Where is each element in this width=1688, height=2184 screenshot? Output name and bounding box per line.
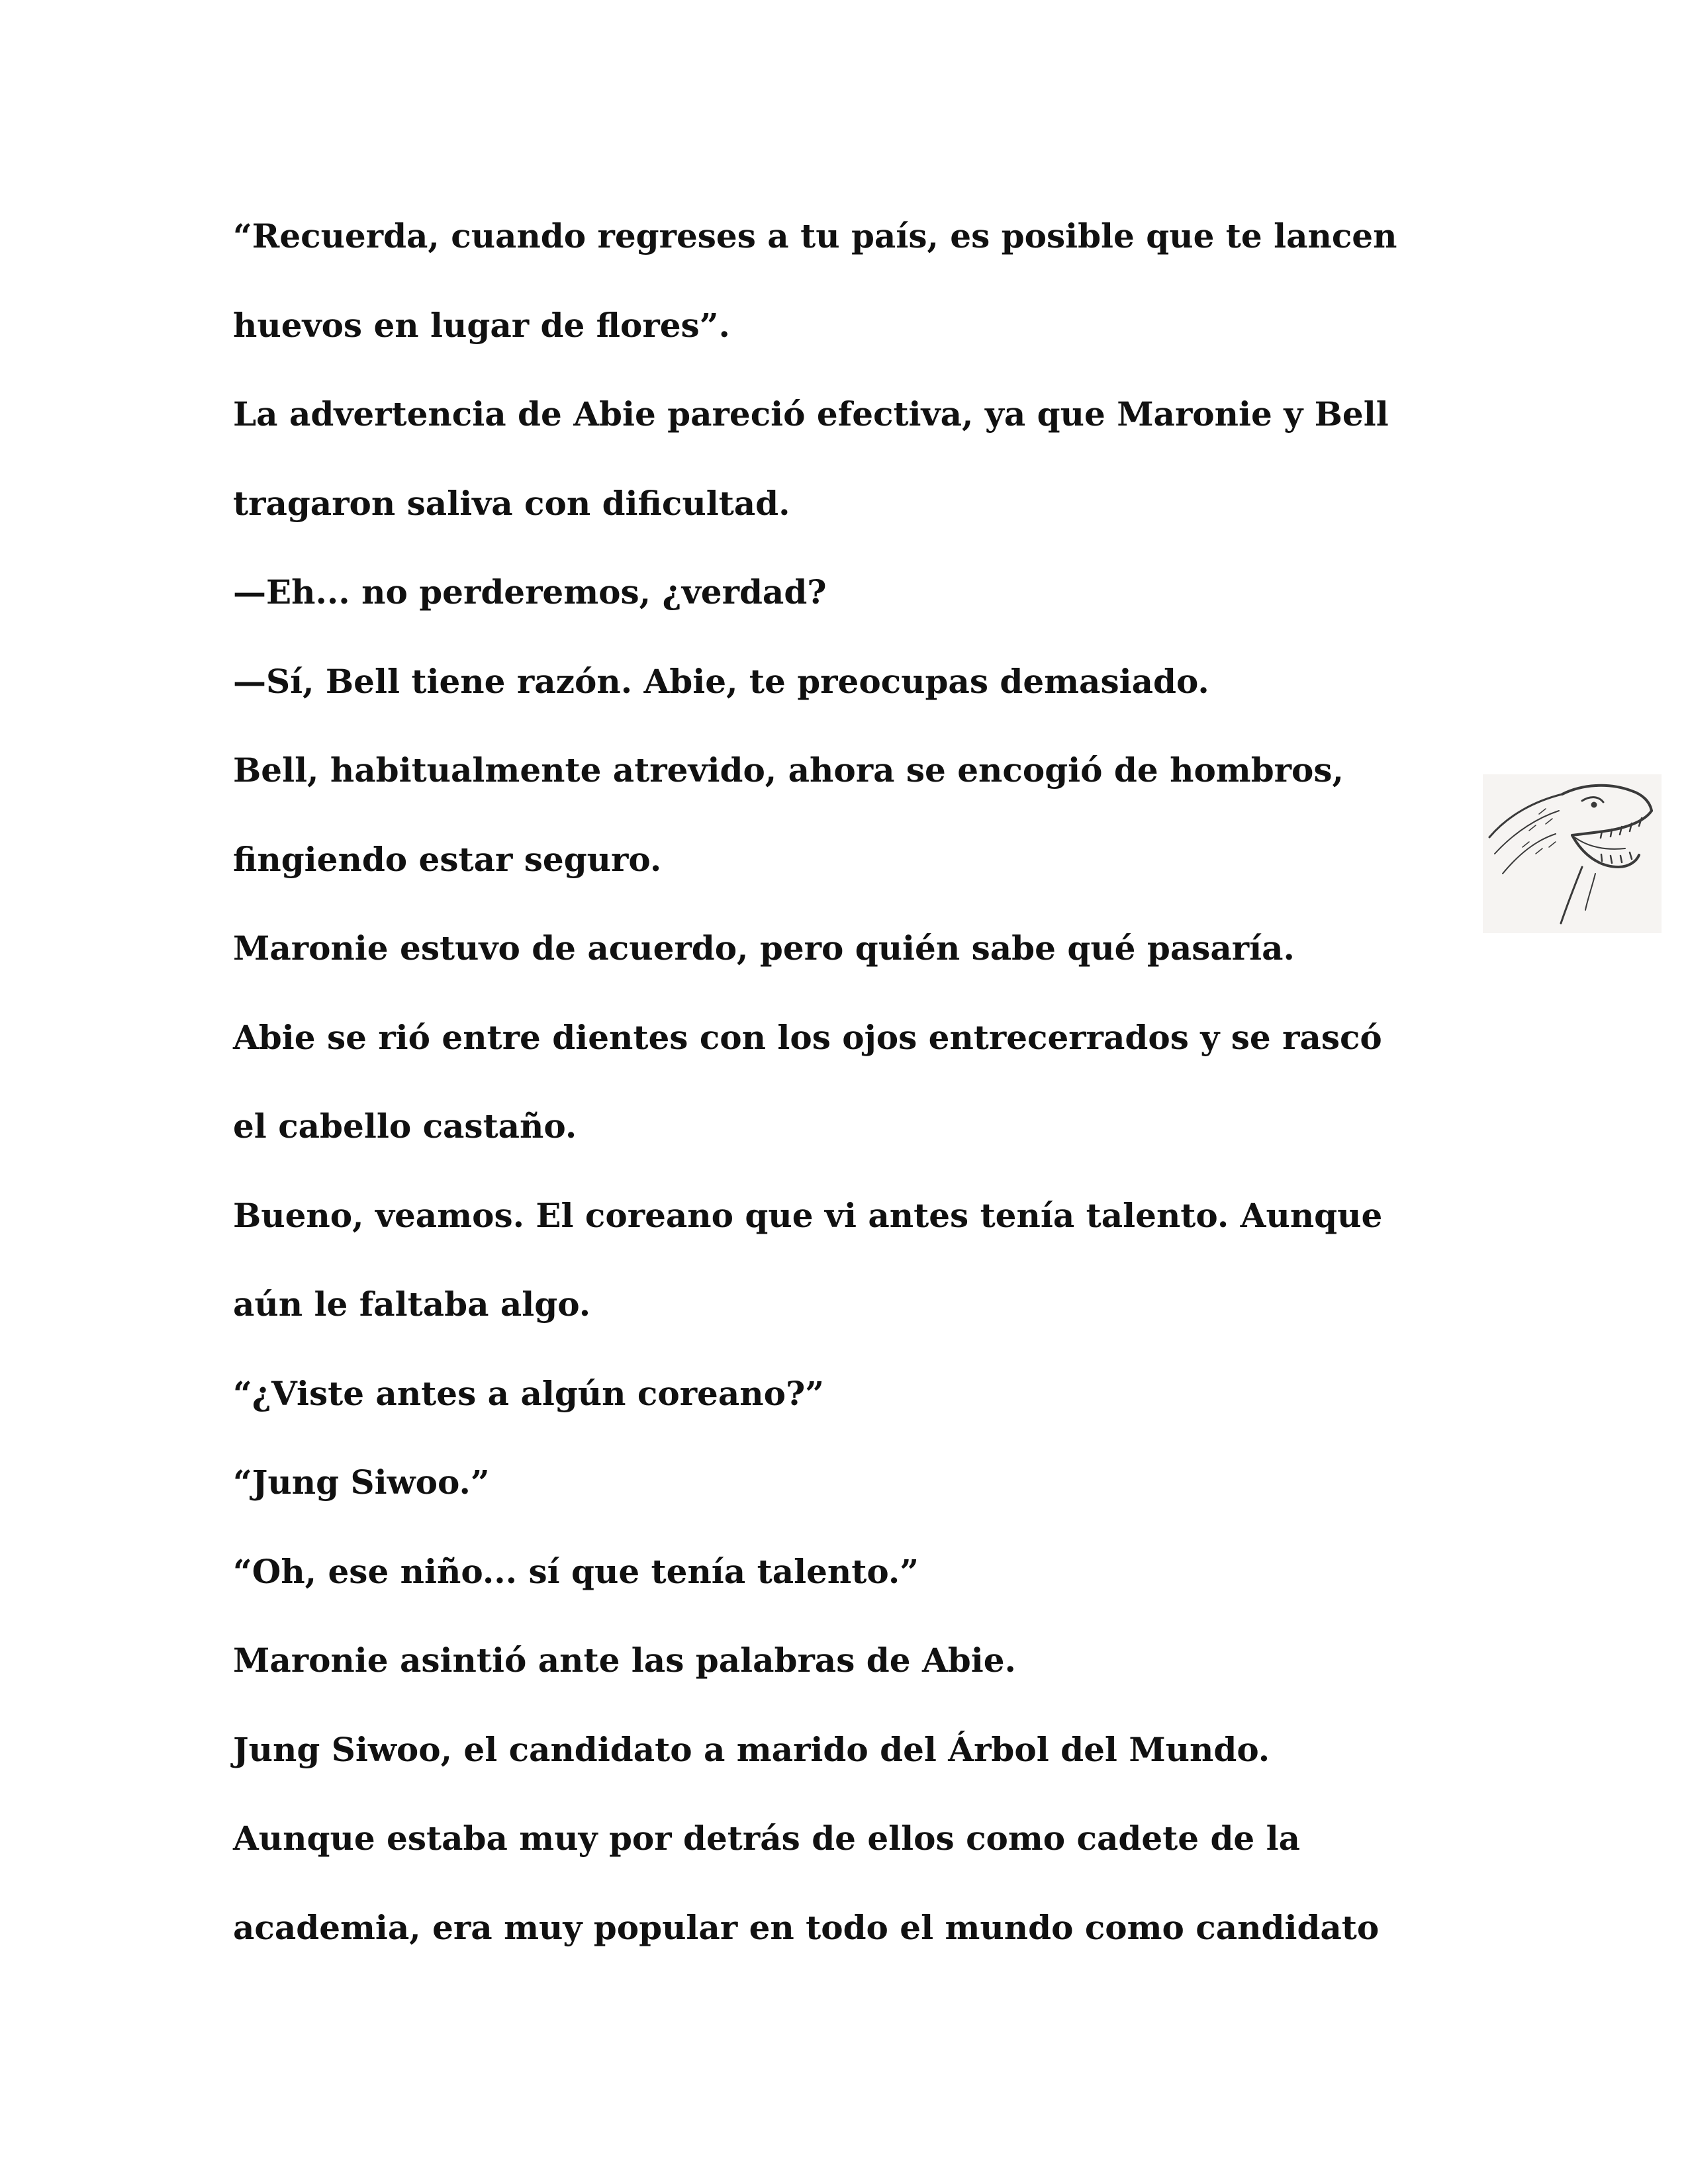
text-line: Aunque estaba muy por detrás de ellos como cadete de la: [233, 1819, 1301, 1858]
text-line: Abie se rió entre dientes con los ojos entrecerrados y se rascó: [233, 1017, 1382, 1057]
text-line: “Oh, ese niño... sí que tenía talento.”: [233, 1551, 919, 1591]
text-line: Maronie estuvo de acuerdo, pero quién sabe qué pasaría.: [233, 929, 1295, 968]
text-line: Jung Siwoo, el candidato a marido del Árbol del Mundo.: [233, 1729, 1270, 1769]
text-line: tragaron saliva con dificultad.: [233, 483, 790, 523]
text-line: aún le faltaba algo.: [233, 1285, 591, 1324]
text-line: el cabello castaño.: [233, 1107, 577, 1146]
text-line: Bueno, veamos. El coreano que vi antes tenía talento. Aunque: [233, 1195, 1383, 1235]
text-line: huevos en lugar de flores”.: [233, 305, 730, 345]
body-text: [233, 192, 1491, 1972]
text-line: academia, era muy popular en todo el mundo como candidato: [233, 1907, 1380, 1947]
text-line: fingiendo estar seguro.: [233, 839, 662, 879]
dinosaur-sketch-icon: [1483, 774, 1662, 933]
text-line: “¿Viste antes a algún coreano?”: [233, 1373, 825, 1413]
text-line: Bell, habitualmente atrevido, ahora se encogió de hombros,: [233, 751, 1344, 790]
text-line: Maronie asintió ante las palabras de Abie.: [233, 1641, 1016, 1680]
text-line: “Recuerda, cuando regreses a tu país, es posible que te lancen: [233, 216, 1397, 255]
text-line: “Jung Siwoo.”: [233, 1463, 490, 1502]
text-line: —Sí, Bell tiene razón. Abie, te preocupas demasiado.: [233, 661, 1209, 701]
text-line: —Eh... no perderemos, ¿verdad?: [233, 572, 827, 612]
text-line: La advertencia de Abie pareció efectiva, ya que Maronie y Bell: [233, 394, 1389, 433]
